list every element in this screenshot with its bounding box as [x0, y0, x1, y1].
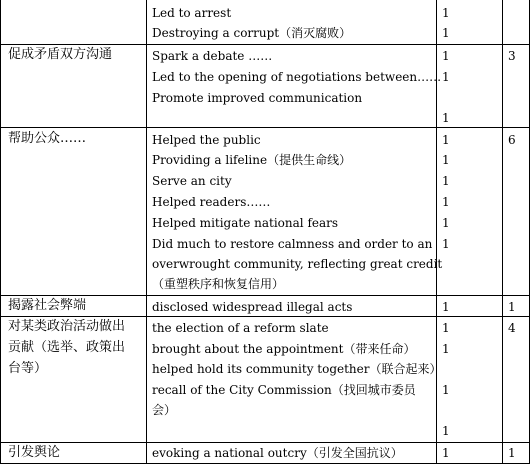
category-label: 促成矛盾双方沟通: [8, 47, 113, 62]
item-text: evoking a national outcry（引发全国抗议）: [152, 446, 403, 460]
table-border-left: [0, 0, 1, 464]
total-cell: 4: [508, 321, 516, 335]
count-cell: 1: [442, 195, 450, 209]
item-text: Helped the public: [152, 133, 261, 147]
item-text: Destroying a corrupt（消灭腐败）: [152, 26, 352, 40]
item-text: Led to arrest: [152, 6, 232, 20]
count-cell: 1: [442, 446, 450, 460]
total-cell: 3: [508, 49, 516, 63]
item-text: Helped readers……: [152, 195, 271, 209]
row-divider: [0, 316, 530, 317]
count-cell: 1: [442, 342, 450, 356]
count-cell: 1: [442, 70, 450, 84]
item-text: recall of the City Commission（找回城市委员: [152, 383, 416, 397]
category-label: 贡献（选举、政策出: [8, 340, 126, 355]
item-text: Spark a debate ……: [152, 49, 273, 63]
row-divider: [0, 442, 530, 443]
item-text: disclosed widespread illegal acts: [152, 300, 353, 314]
item-text: Led to the opening of negotiations between……: [152, 70, 442, 84]
total-cell: 6: [508, 133, 516, 147]
item-text: helped hold its community together（联合起来）: [152, 362, 442, 376]
item-text: brought about the appointment（带来任命）: [152, 342, 416, 356]
item-text: Providing a lifeline（提供生命线）: [152, 153, 352, 167]
count-cell: 1: [442, 321, 450, 335]
row-divider: [0, 295, 530, 296]
column-divider: [502, 0, 503, 464]
item-text: Promote improved communication: [152, 91, 363, 105]
count-cell: 1: [442, 237, 450, 251]
category-label: 帮助公众……: [8, 131, 87, 146]
item-text: Did much to restore calmness and order to an: [152, 237, 433, 251]
count-cell: 1: [442, 6, 450, 20]
count-cell: 1: [442, 300, 450, 314]
total-cell: 1: [508, 446, 516, 460]
category-label: 台等）: [8, 361, 48, 376]
item-text: 会）: [152, 403, 177, 417]
count-cell: 1: [442, 153, 450, 167]
item-text: Serve an city: [152, 174, 232, 188]
item-text: overwrought community, reflecting great credit: [152, 257, 443, 271]
count-cell: 1: [442, 49, 450, 63]
item-text: Helped mitigate national fears: [152, 216, 339, 230]
row-divider: [0, 127, 530, 128]
count-cell: 1: [442, 133, 450, 147]
column-divider: [146, 0, 147, 464]
category-label: 对某类政治活动做出: [8, 319, 126, 334]
total-cell: 1: [508, 300, 516, 314]
row-divider: [0, 44, 530, 45]
count-cell: 1: [442, 216, 450, 230]
count-cell: 1: [442, 174, 450, 188]
item-text: （重塑秩序和恢复信用）: [152, 277, 285, 291]
count-cell: 1: [442, 26, 450, 40]
category-label: 揭露社会弊端: [8, 298, 87, 313]
item-text: the election of a reform slate: [152, 321, 329, 335]
count-cell: 1: [442, 111, 450, 125]
category-label: 引发舆论: [8, 445, 61, 460]
count-cell: 1: [442, 383, 450, 397]
count-cell: 1: [442, 424, 450, 438]
